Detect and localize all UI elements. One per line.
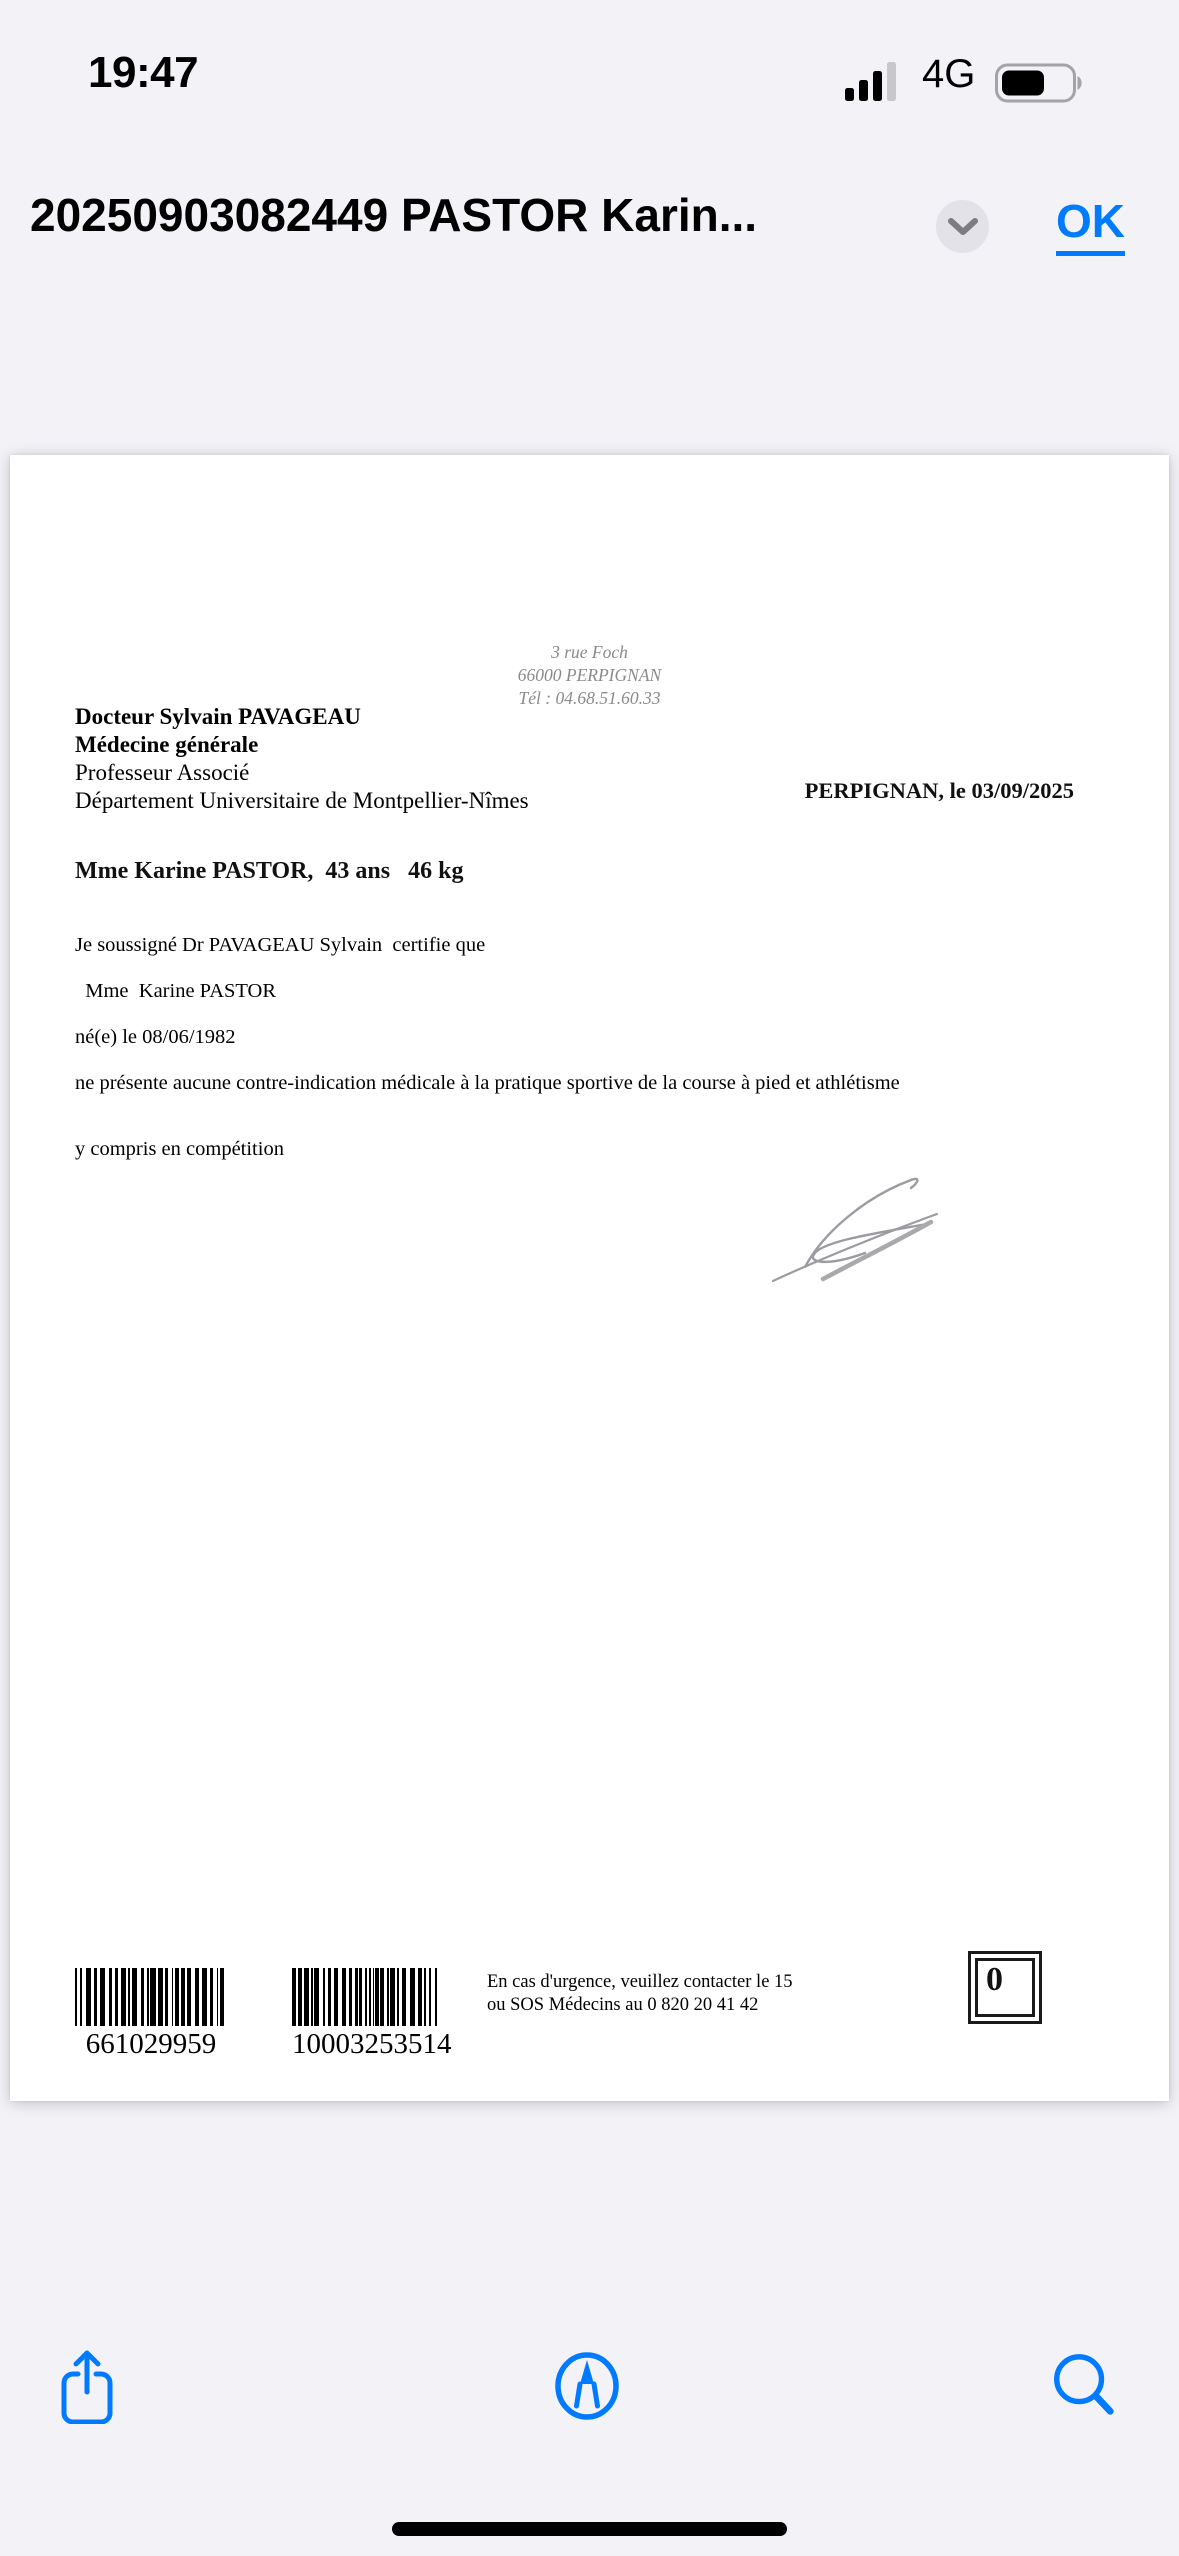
clinic-address-line: 66000 PERPIGNAN	[517, 665, 662, 685]
clinic-address	[10, 641, 1169, 710]
certificate-text-line: y compris en compétition	[75, 1138, 284, 1160]
markup-button[interactable]	[550, 2348, 624, 2424]
status-time: 19:47	[88, 48, 199, 97]
certificate-text-line: Je soussigné Dr PAVAGEAU Sylvain certifie que	[75, 934, 486, 956]
share-icon	[54, 2348, 120, 2424]
clinic-address-line: 3 rue Foch	[551, 642, 628, 662]
battery-icon	[995, 62, 1085, 104]
document-page	[10, 455, 1169, 2101]
emergency-notice	[487, 1971, 793, 2017]
certificate-text-line: ne présente aucune contre-indication médicale à la pratique sportive de la course à pied et athlétisme	[75, 1072, 900, 1094]
markup-pen-in-circle-icon	[550, 2348, 624, 2424]
counter-box	[968, 1951, 1042, 2024]
chevron-down-icon	[948, 218, 978, 236]
doctor-department: Département Universitaire de Montpellier-Nîmes	[75, 788, 529, 813]
doctor-specialty: Médecine générale	[75, 732, 259, 757]
counter-value: 0	[975, 1958, 1035, 2017]
patient-line: Mme Karine PASTOR, 43 ans 46 kg	[75, 858, 464, 884]
letter-date: PERPIGNAN, le 03/09/2025	[804, 778, 1074, 803]
barcode-image	[292, 1968, 444, 2026]
document-title: 20250903082449 PASTOR Karin...	[30, 189, 758, 241]
emergency-line: ou SOS Médecins au 0 820 20 41 42	[487, 1995, 759, 2015]
doctor-name: Docteur Sylvain PAVAGEAU	[75, 704, 361, 729]
barcode-image	[75, 1968, 227, 2026]
doctor-block	[75, 703, 529, 815]
search-icon	[1046, 2348, 1120, 2424]
certificate-text-line: Mme Karine PASTOR	[75, 980, 277, 1002]
certificate-text-line: né(e) le 08/06/1982	[75, 1026, 236, 1048]
barcode-number: 661029959	[85, 2028, 217, 2060]
clinic-address-line: Tél : 04.68.51.60.33	[518, 688, 661, 708]
search-button[interactable]	[1046, 2348, 1120, 2424]
doctor-title: Professeur Associé	[75, 760, 250, 785]
cellular-signal-icon	[845, 62, 907, 104]
barcode-number: 10003253514	[292, 2028, 452, 2060]
network-type-label: 4G	[922, 52, 976, 96]
signature-image	[765, 1161, 950, 1293]
ok-button[interactable]: OK	[1056, 194, 1125, 256]
emergency-line: En cas d'urgence, veuillez contacter le 15	[487, 1972, 793, 1992]
share-button[interactable]	[50, 2348, 124, 2424]
title-menu-button[interactable]	[936, 200, 989, 253]
home-indicator[interactable]	[392, 2522, 787, 2536]
